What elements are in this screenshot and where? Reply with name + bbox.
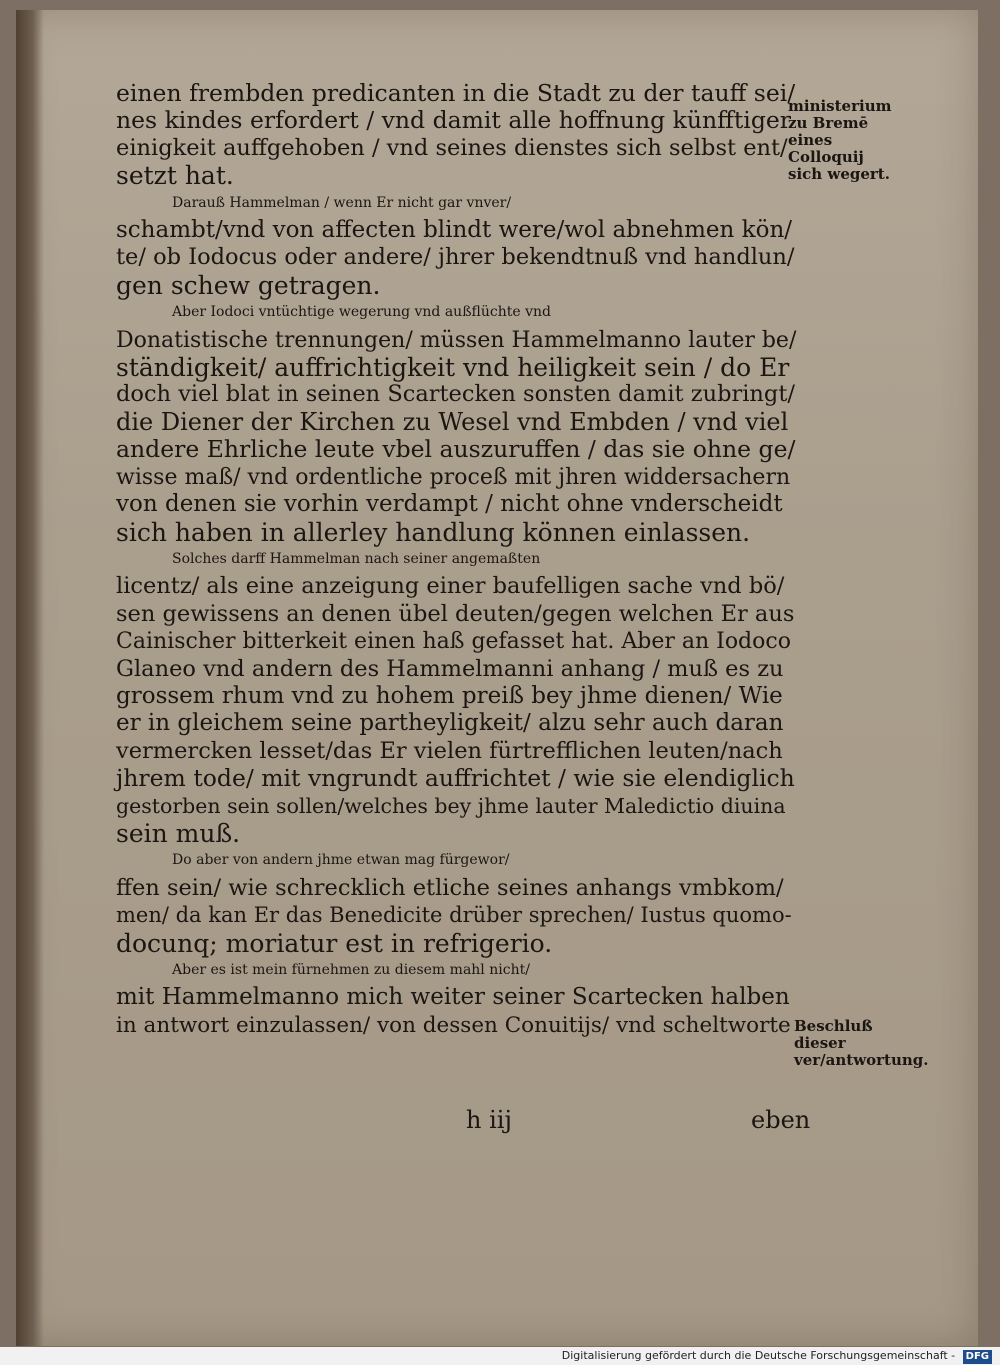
text-line: andere Ehrliche leute vbel auszuruffen / das sie ohne ge/ — [116, 435, 796, 464]
text-line: die Diener der Kirchen zu Wesel vnd Embden / vnd viel — [116, 407, 789, 436]
text-line: Darauß Hammelman / wenn Er nicht gar vnver/ — [172, 194, 512, 211]
margin-note-top: ministerium zu Bremē eines Colloquij sich wegert. — [788, 97, 892, 183]
text-line: Aber es ist mein fürnehmen zu diesem mahl nicht/ — [172, 962, 530, 978]
text-line: er in gleichem seine partheyligkeit/ alzu sehr auch daran — [116, 710, 784, 737]
text-line: te/ ob Iodocus oder andere/ jhrer bekendtnuß vnd handlun/ — [116, 244, 795, 271]
text-line: Donatistische trennungen/ müssen Hammelmanno lauter be/ — [116, 327, 797, 353]
text-line: von denen sie vorhin verdampt / nicht ohne vnderscheidt — [116, 491, 783, 518]
catchword: eben — [751, 1106, 811, 1134]
dfg-logo-icon: DFG — [963, 1350, 992, 1364]
text-line: Aber Iodoci vntüchtige wegerung vnd außflüchte vnd — [172, 304, 552, 321]
book-spine — [16, 10, 44, 1346]
text-line: gen schew getragen. — [116, 270, 381, 300]
text-line: Solches darff Hammelman nach seiner angemaßten — [172, 550, 541, 567]
text-line: vermercken lesset/das Er vielen fürtrefflichen leuten/nach — [116, 737, 783, 764]
text-line: wisse maß/ vnd ordentliche proceß mit jhren widdersachern — [116, 464, 791, 490]
text-line: nes kindes erfordert / vnd damit alle hoffnung künfftiger — [116, 106, 792, 135]
text-line: Glaneo vnd andern des Hammelmanni anhang / muß es zu — [116, 655, 784, 682]
text-line: sen gewissens an denen übel deuten/gegen welchen Er aus — [116, 600, 795, 627]
text-line: men/ da kan Er das Benedicite drüber sprechen/ Iustus quomo- — [116, 903, 792, 928]
body-text — [116, 80, 796, 1039]
text-line: Cainischer bitterkeit einen haß gefasset hat. Aber an Iodoco — [116, 629, 791, 655]
text-line: Do aber von andern jhme etwan mag fürgewor/ — [172, 852, 510, 869]
book-page — [16, 10, 978, 1346]
text-line: ffen sein/ wie schrecklich etliche seines anhangs vmbkom/ — [116, 874, 784, 901]
text-line: jhrem tode/ mit vngrundt auffrichtet / wie sie elendiglich — [116, 764, 795, 793]
digitization-footer — [0, 1347, 1000, 1365]
text-line: in antwort einzulassen/ von dessen Conuitijs/ vnd scheltworte — [116, 1012, 791, 1038]
text-line: sein muß. — [116, 818, 241, 848]
text-line: licentz/ als eine anzeigung einer baufelligen sache vnd bö/ — [116, 573, 785, 600]
text-line: einen frembden predicanten in die Stadt zu der tauff sei/ — [116, 79, 796, 107]
text-line: docunq; moriatur est in refrigerio. — [116, 928, 553, 958]
margin-note-bottom: Beschluß dieser ver/antwortung. — [794, 1017, 929, 1069]
text-line: grossem rhum vnd zu hohem preiß bey jhme dienen/ Wie — [116, 682, 783, 709]
text-line: doch viel blat in seinen Scartecken sonsten damit zubringt/ — [116, 381, 795, 408]
text-line: ständigkeit/ auffrichtigkeit vnd heiligkeit sein / do Er — [116, 353, 790, 383]
text-line: setzt hat. — [116, 161, 234, 191]
text-line: schambt/vnd von affecten blindt were/wol abnehmen kön/ — [116, 217, 793, 244]
footer-text: Digitalisierung gefördert durch die Deutsche Forschungsgemeinschaft - — [561, 1349, 956, 1362]
text-line: mit Hammelmanno mich weiter seiner Scartecken halben — [116, 984, 790, 1011]
text-line: einigkeit auffgehoben / vnd seines dienstes sich selbst ent/ — [116, 134, 788, 161]
text-line: gestorben sein sollen/welches bey jhme lauter Maledictio diuina — [116, 793, 786, 818]
text-line: sich haben in allerley handlung können einlassen. — [116, 517, 751, 547]
signature-mark: h iij — [466, 1106, 512, 1134]
